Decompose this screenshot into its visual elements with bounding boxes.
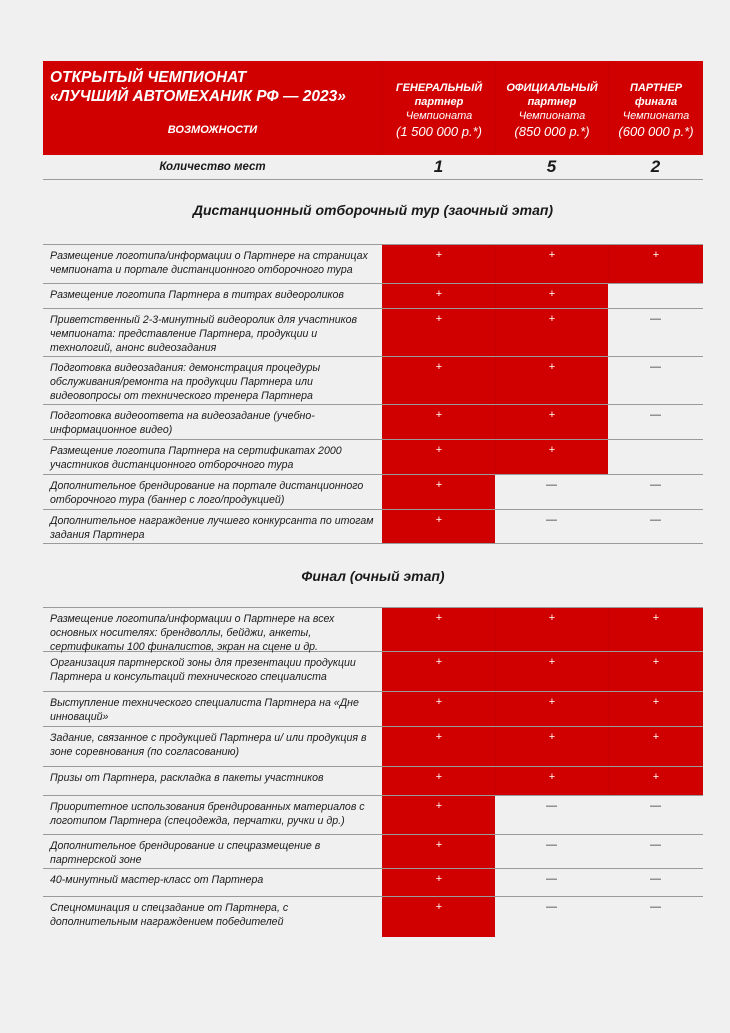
included-mark: + bbox=[382, 245, 495, 283]
table-row bbox=[43, 835, 703, 869]
included-mark: + bbox=[382, 309, 495, 356]
col-subtitle: Чемпионата bbox=[518, 109, 586, 122]
table-row bbox=[43, 440, 703, 475]
not-included-mark: — bbox=[650, 514, 661, 526]
included-mark: + bbox=[382, 284, 495, 308]
included-mark: + bbox=[608, 245, 703, 283]
included-mark: + bbox=[608, 727, 703, 766]
table-row bbox=[43, 652, 703, 692]
included-mark: + bbox=[495, 608, 608, 651]
col-subtitle: Чемпионата bbox=[622, 109, 690, 122]
empty-cell bbox=[608, 284, 703, 308]
included-mark: + bbox=[382, 357, 495, 404]
included-mark: + bbox=[382, 475, 495, 509]
included-mark: + bbox=[382, 652, 495, 691]
not-included-mark: — bbox=[546, 873, 557, 885]
not-included-mark: — bbox=[650, 361, 661, 373]
table-row bbox=[43, 475, 703, 510]
section-final-table bbox=[43, 607, 703, 937]
row-label: Призы от Партнера, раскладка в пакеты участников bbox=[50, 772, 324, 784]
table-row bbox=[43, 692, 703, 727]
row-label: Размещение логотипа/информации о Партнере на всех основных носителях: брендволлы, бейджи, анкеты, сертификаты 100 финалистов, экран на сцене и др. bbox=[50, 613, 335, 653]
not-included-mark: — bbox=[650, 313, 661, 325]
not-included-mark: — bbox=[546, 479, 557, 491]
row-label: Приветственный 2-3-минутный видеоролик для участников чемпионата: представление Партнера, продукции и технологий, анонс видеозадания bbox=[50, 314, 358, 354]
row-label: Выступление технического специалиста Партнера на «Дне инноваций» bbox=[50, 697, 359, 723]
included-mark: + bbox=[495, 767, 608, 795]
not-included-mark: — bbox=[650, 873, 661, 885]
row-label: Дополнительное брендирование на портале дистанционного отборочного тура (баннер с лого/продукцией) bbox=[50, 480, 364, 506]
included-mark: + bbox=[495, 652, 608, 691]
row-label: Размещение логотипа/информации о Партнере на страницах чемпионата и портале дистанционного отборочного тура bbox=[50, 250, 368, 276]
table-header bbox=[43, 61, 703, 155]
table-row bbox=[43, 767, 703, 796]
section-remote-table bbox=[43, 244, 703, 544]
included-mark: + bbox=[382, 835, 495, 868]
row-label: Организация партнерской зоны для презентации продукции Партнера и консультаций технического специалиста bbox=[50, 657, 356, 683]
not-included-mark: — bbox=[650, 839, 661, 851]
row-label: Подготовка видеоответа на видеозадание (учебно-информационное видео) bbox=[50, 410, 315, 436]
included-mark: + bbox=[608, 692, 703, 726]
included-mark: + bbox=[608, 652, 703, 691]
col-price: (850 000 р.*) bbox=[514, 123, 590, 139]
section-title-final: Финал (очный этап) bbox=[301, 568, 445, 584]
slots-count-label: Количество мест bbox=[159, 161, 266, 173]
row-label: Спецноминация и спецзадание от Партнера, с дополнительным награждением победителей bbox=[50, 902, 289, 928]
table-row bbox=[43, 727, 703, 767]
table-row bbox=[43, 284, 703, 309]
included-mark: + bbox=[608, 608, 703, 651]
opportunities-label: ВОЗМОЖНОСТИ bbox=[167, 124, 258, 136]
col-title: ГЕНЕРАЛЬНЫЙ bbox=[395, 81, 483, 94]
not-included-mark: — bbox=[546, 839, 557, 851]
included-mark: + bbox=[495, 692, 608, 726]
included-mark: + bbox=[495, 440, 608, 474]
col-price: (600 000 р.*) bbox=[618, 123, 694, 139]
col-subtitle: партнер bbox=[527, 95, 577, 108]
included-mark: + bbox=[495, 245, 608, 283]
not-included-mark: — bbox=[650, 901, 661, 913]
column-general-partner bbox=[382, 61, 495, 155]
slots-count-row bbox=[43, 155, 703, 180]
included-mark: + bbox=[382, 767, 495, 795]
table-row bbox=[43, 245, 703, 284]
included-mark: + bbox=[495, 405, 608, 439]
slots-count-value: 2 bbox=[650, 157, 661, 176]
table-row bbox=[43, 510, 703, 544]
row-label: Размещение логотипа Партнера в титрах видеороликов bbox=[50, 289, 344, 301]
table-row bbox=[43, 405, 703, 440]
not-included-mark: — bbox=[650, 800, 661, 812]
title-line-1: ОТКРЫТЫЙ ЧЕМПИОНАТ bbox=[50, 69, 247, 86]
col-subtitle: партнер bbox=[414, 95, 464, 108]
included-mark: + bbox=[382, 510, 495, 543]
slots-count-value: 1 bbox=[433, 157, 444, 176]
table-row bbox=[43, 796, 703, 835]
header-title-cell bbox=[43, 61, 382, 155]
row-label: Подготовка видеозадания: демонстрация процедуры обслуживания/ремонта на продукции Партнера или видеовопросы от технического тренера Партнера bbox=[50, 362, 321, 402]
row-label: Дополнительное брендирование и спецразмещение в партнерской зоне bbox=[50, 840, 321, 866]
included-mark: + bbox=[495, 357, 608, 404]
title-line-2: «ЛУЧШИЙ АВТОМЕХАНИК РФ — 2023» bbox=[50, 88, 346, 105]
included-mark: + bbox=[382, 405, 495, 439]
included-mark: + bbox=[495, 309, 608, 356]
included-mark: + bbox=[608, 767, 703, 795]
row-label: Приоритетное использования брендированных материалов с логотипом Партнера (спецодежда, перчатки, ручки и др.) bbox=[50, 801, 365, 827]
championship-title bbox=[50, 68, 382, 106]
section-title-remote: Дистанционный отборочный тур (заочный этап) bbox=[192, 202, 554, 218]
included-mark: + bbox=[382, 796, 495, 834]
partnership-table bbox=[43, 61, 703, 937]
table-row bbox=[43, 309, 703, 357]
col-price: (1 500 000 р.*) bbox=[395, 123, 482, 139]
included-mark: + bbox=[382, 608, 495, 651]
not-included-mark: — bbox=[650, 409, 661, 421]
column-final-partner bbox=[608, 61, 703, 155]
row-label: Задание, связанное с продукцией Партнера и/ или продукция в зоне соревнования (по согласованию) bbox=[50, 732, 367, 758]
row-label: Дополнительное награждение лучшего конкурсанта по итогам задания Партнера bbox=[50, 515, 374, 541]
table-row bbox=[43, 357, 703, 405]
column-official-partner bbox=[495, 61, 608, 155]
included-mark: + bbox=[382, 869, 495, 896]
row-label: Размещение логотипа Партнера на сертификатах 2000 участников дистанционного отборочного тура bbox=[50, 445, 342, 471]
not-included-mark: — bbox=[546, 514, 557, 526]
row-label: 40-минутный мастер-класс от Партнера bbox=[50, 874, 264, 886]
col-subtitle: финала bbox=[634, 95, 678, 108]
table-row bbox=[43, 608, 703, 652]
not-included-mark: — bbox=[546, 901, 557, 913]
included-mark: + bbox=[382, 692, 495, 726]
not-included-mark: — bbox=[546, 800, 557, 812]
not-included-mark: — bbox=[650, 479, 661, 491]
table-row bbox=[43, 869, 703, 897]
col-title: ОФИЦИАЛЬНЫЙ bbox=[506, 81, 598, 94]
col-title: ПАРТНЕР bbox=[629, 81, 683, 94]
col-subtitle: Чемпионата bbox=[405, 109, 473, 122]
table-row bbox=[43, 897, 703, 937]
slots-count-value: 5 bbox=[546, 157, 557, 176]
included-mark: + bbox=[382, 897, 495, 937]
included-mark: + bbox=[382, 440, 495, 474]
included-mark: + bbox=[382, 727, 495, 766]
included-mark: + bbox=[495, 284, 608, 308]
included-mark: + bbox=[495, 727, 608, 766]
empty-cell bbox=[608, 440, 703, 474]
